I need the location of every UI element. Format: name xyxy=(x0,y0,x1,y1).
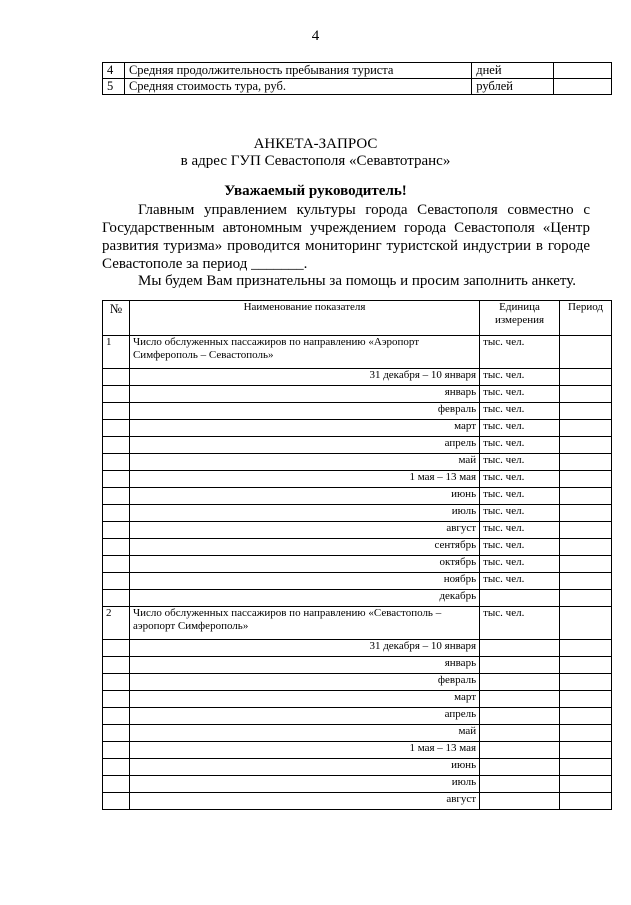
page-number: 4 xyxy=(311,28,320,44)
table-row xyxy=(103,403,612,420)
row-unit: тыс. чел. xyxy=(480,420,560,437)
row-num xyxy=(103,505,130,522)
row-period xyxy=(560,573,612,590)
table-row xyxy=(103,79,612,95)
table-header-row xyxy=(103,301,612,336)
row-label: апрель xyxy=(129,437,479,454)
request-paragraph: Мы будем Вам признательны за помощь и просим заполнить анкету. xyxy=(138,273,576,289)
row-label: март xyxy=(129,420,479,437)
form-title: АНКЕТА-ЗАПРОС xyxy=(253,136,378,152)
table-row xyxy=(103,776,612,793)
table-row xyxy=(103,573,612,590)
row-period xyxy=(560,640,612,657)
row-num xyxy=(103,420,130,437)
table-row xyxy=(103,793,612,810)
row-period xyxy=(560,454,612,471)
row-period xyxy=(560,657,612,674)
table-row xyxy=(103,742,612,759)
row-unit xyxy=(480,759,560,776)
row-label: март xyxy=(129,691,479,708)
row-label: февраль xyxy=(129,674,479,691)
row-unit: тыс. чел. xyxy=(480,369,560,386)
row-label: ноябрь xyxy=(129,573,479,590)
row-num xyxy=(103,471,130,488)
row-label: июль xyxy=(129,776,479,793)
row-num xyxy=(103,725,130,742)
row-num xyxy=(103,369,130,386)
form-subtitle: в адрес ГУП Севастополя «Севавтотранс» xyxy=(180,153,451,169)
row-unit xyxy=(480,776,560,793)
table-row xyxy=(103,674,612,691)
table-row xyxy=(103,725,612,742)
row-period xyxy=(554,63,612,79)
row-period xyxy=(560,471,612,488)
row-unit xyxy=(480,708,560,725)
row-unit xyxy=(480,657,560,674)
row-num xyxy=(103,386,130,403)
row-unit: тыс. чел. xyxy=(480,437,560,454)
table-row xyxy=(103,708,612,725)
section-unit: тыс. чел. xyxy=(480,607,560,640)
row-period xyxy=(560,759,612,776)
row-num xyxy=(103,742,130,759)
intro-paragraph: Главным управлением культуры города Севастополя совместно с Государственным автономным учреждением города Севастополя «Центр развития туризма» проводится мониторинг туристской индустрии в городе Севастополе за период _______. xyxy=(102,202,590,272)
row-label: июнь xyxy=(129,488,479,505)
row-label: январь xyxy=(129,386,479,403)
row-unit: тыс. чел. xyxy=(480,403,560,420)
table-row xyxy=(103,590,612,607)
row-period xyxy=(560,556,612,573)
table-row xyxy=(103,640,612,657)
section-num: 1 xyxy=(103,336,130,369)
row-unit: тыс. чел. xyxy=(480,539,560,556)
row-unit: тыс. чел. xyxy=(480,522,560,539)
row-num xyxy=(103,539,130,556)
section-unit: тыс. чел. xyxy=(480,336,560,369)
table-row xyxy=(103,505,612,522)
row-unit: тыс. чел. xyxy=(480,386,560,403)
table-row xyxy=(103,539,612,556)
row-label: январь xyxy=(129,657,479,674)
row-period xyxy=(560,437,612,454)
row-label: 31 декабря – 10 января xyxy=(129,369,479,386)
row-unit xyxy=(480,725,560,742)
table-row xyxy=(103,657,612,674)
header-name: Наименование показателя xyxy=(129,301,479,336)
row-num xyxy=(103,590,130,607)
row-unit xyxy=(480,742,560,759)
row-unit: тыс. чел. xyxy=(480,573,560,590)
row-period xyxy=(560,539,612,556)
row-period xyxy=(560,505,612,522)
row-unit: рублей xyxy=(472,79,554,95)
row-num xyxy=(103,522,130,539)
row-label: октябрь xyxy=(129,556,479,573)
row-num xyxy=(103,437,130,454)
row-num xyxy=(103,403,130,420)
header-num: № xyxy=(103,301,130,336)
survey-table xyxy=(102,300,612,810)
row-unit xyxy=(480,590,560,607)
row-num xyxy=(103,759,130,776)
section-period xyxy=(560,607,612,640)
header-period: Период xyxy=(560,301,612,336)
row-period xyxy=(560,369,612,386)
row-unit xyxy=(480,691,560,708)
row-period xyxy=(560,488,612,505)
row-label: сентябрь xyxy=(129,539,479,556)
row-unit xyxy=(480,793,560,810)
row-period xyxy=(560,725,612,742)
row-period xyxy=(560,742,612,759)
table-row xyxy=(103,386,612,403)
row-unit: дней xyxy=(472,63,554,79)
table-row xyxy=(103,369,612,386)
row-label: июль xyxy=(129,505,479,522)
row-unit: тыс. чел. xyxy=(480,471,560,488)
row-name: Средняя продолжительность пребывания туриста xyxy=(124,63,471,79)
table-row xyxy=(103,420,612,437)
row-period xyxy=(560,674,612,691)
table-row xyxy=(103,691,612,708)
row-num xyxy=(103,454,130,471)
row-num xyxy=(103,708,130,725)
row-name: Средняя стоимость тура, руб. xyxy=(124,79,471,95)
section-num: 2 xyxy=(103,607,130,640)
section-title: Число обслуженных пассажиров по направлению «Аэропорт Симферополь – Севастополь» xyxy=(129,336,479,369)
header-unit: Единица измерения xyxy=(480,301,560,336)
row-num: 4 xyxy=(103,63,125,79)
row-label: 31 декабря – 10 января xyxy=(129,640,479,657)
row-label: февраль xyxy=(129,403,479,420)
table-row xyxy=(103,63,612,79)
row-unit: тыс. чел. xyxy=(480,488,560,505)
row-unit xyxy=(480,640,560,657)
table-row xyxy=(103,454,612,471)
row-num xyxy=(103,640,130,657)
row-label: май xyxy=(129,454,479,471)
row-num xyxy=(103,793,130,810)
row-label: апрель xyxy=(129,708,479,725)
row-period xyxy=(554,79,612,95)
section-period xyxy=(560,336,612,369)
row-num xyxy=(103,556,130,573)
table-row xyxy=(103,437,612,454)
row-period xyxy=(560,522,612,539)
row-period xyxy=(560,793,612,810)
section-row xyxy=(103,607,612,640)
row-label: август xyxy=(129,793,479,810)
row-unit: тыс. чел. xyxy=(480,556,560,573)
row-num: 5 xyxy=(103,79,125,95)
row-label: август xyxy=(129,522,479,539)
row-label: декабрь xyxy=(129,590,479,607)
row-period xyxy=(560,590,612,607)
row-unit: тыс. чел. xyxy=(480,505,560,522)
row-label: 1 мая – 13 мая xyxy=(129,471,479,488)
table-row xyxy=(103,556,612,573)
row-unit xyxy=(480,674,560,691)
continued-table xyxy=(102,62,612,95)
row-num xyxy=(103,573,130,590)
table-row xyxy=(103,759,612,776)
row-num xyxy=(103,691,130,708)
row-unit: тыс. чел. xyxy=(480,454,560,471)
row-period xyxy=(560,386,612,403)
row-period xyxy=(560,776,612,793)
row-label: 1 мая – 13 мая xyxy=(129,742,479,759)
row-num xyxy=(103,674,130,691)
row-label: май xyxy=(129,725,479,742)
section-title: Число обслуженных пассажиров по направлению «Севастополь – аэропорт Симферополь» xyxy=(129,607,479,640)
row-num xyxy=(103,776,130,793)
row-period xyxy=(560,691,612,708)
row-period xyxy=(560,403,612,420)
row-period xyxy=(560,708,612,725)
table-row xyxy=(103,471,612,488)
table-row xyxy=(103,488,612,505)
row-num xyxy=(103,657,130,674)
table-row xyxy=(103,522,612,539)
greeting: Уважаемый руководитель! xyxy=(224,183,407,199)
row-period xyxy=(560,420,612,437)
section-row xyxy=(103,336,612,369)
row-label: июнь xyxy=(129,759,479,776)
row-num xyxy=(103,488,130,505)
